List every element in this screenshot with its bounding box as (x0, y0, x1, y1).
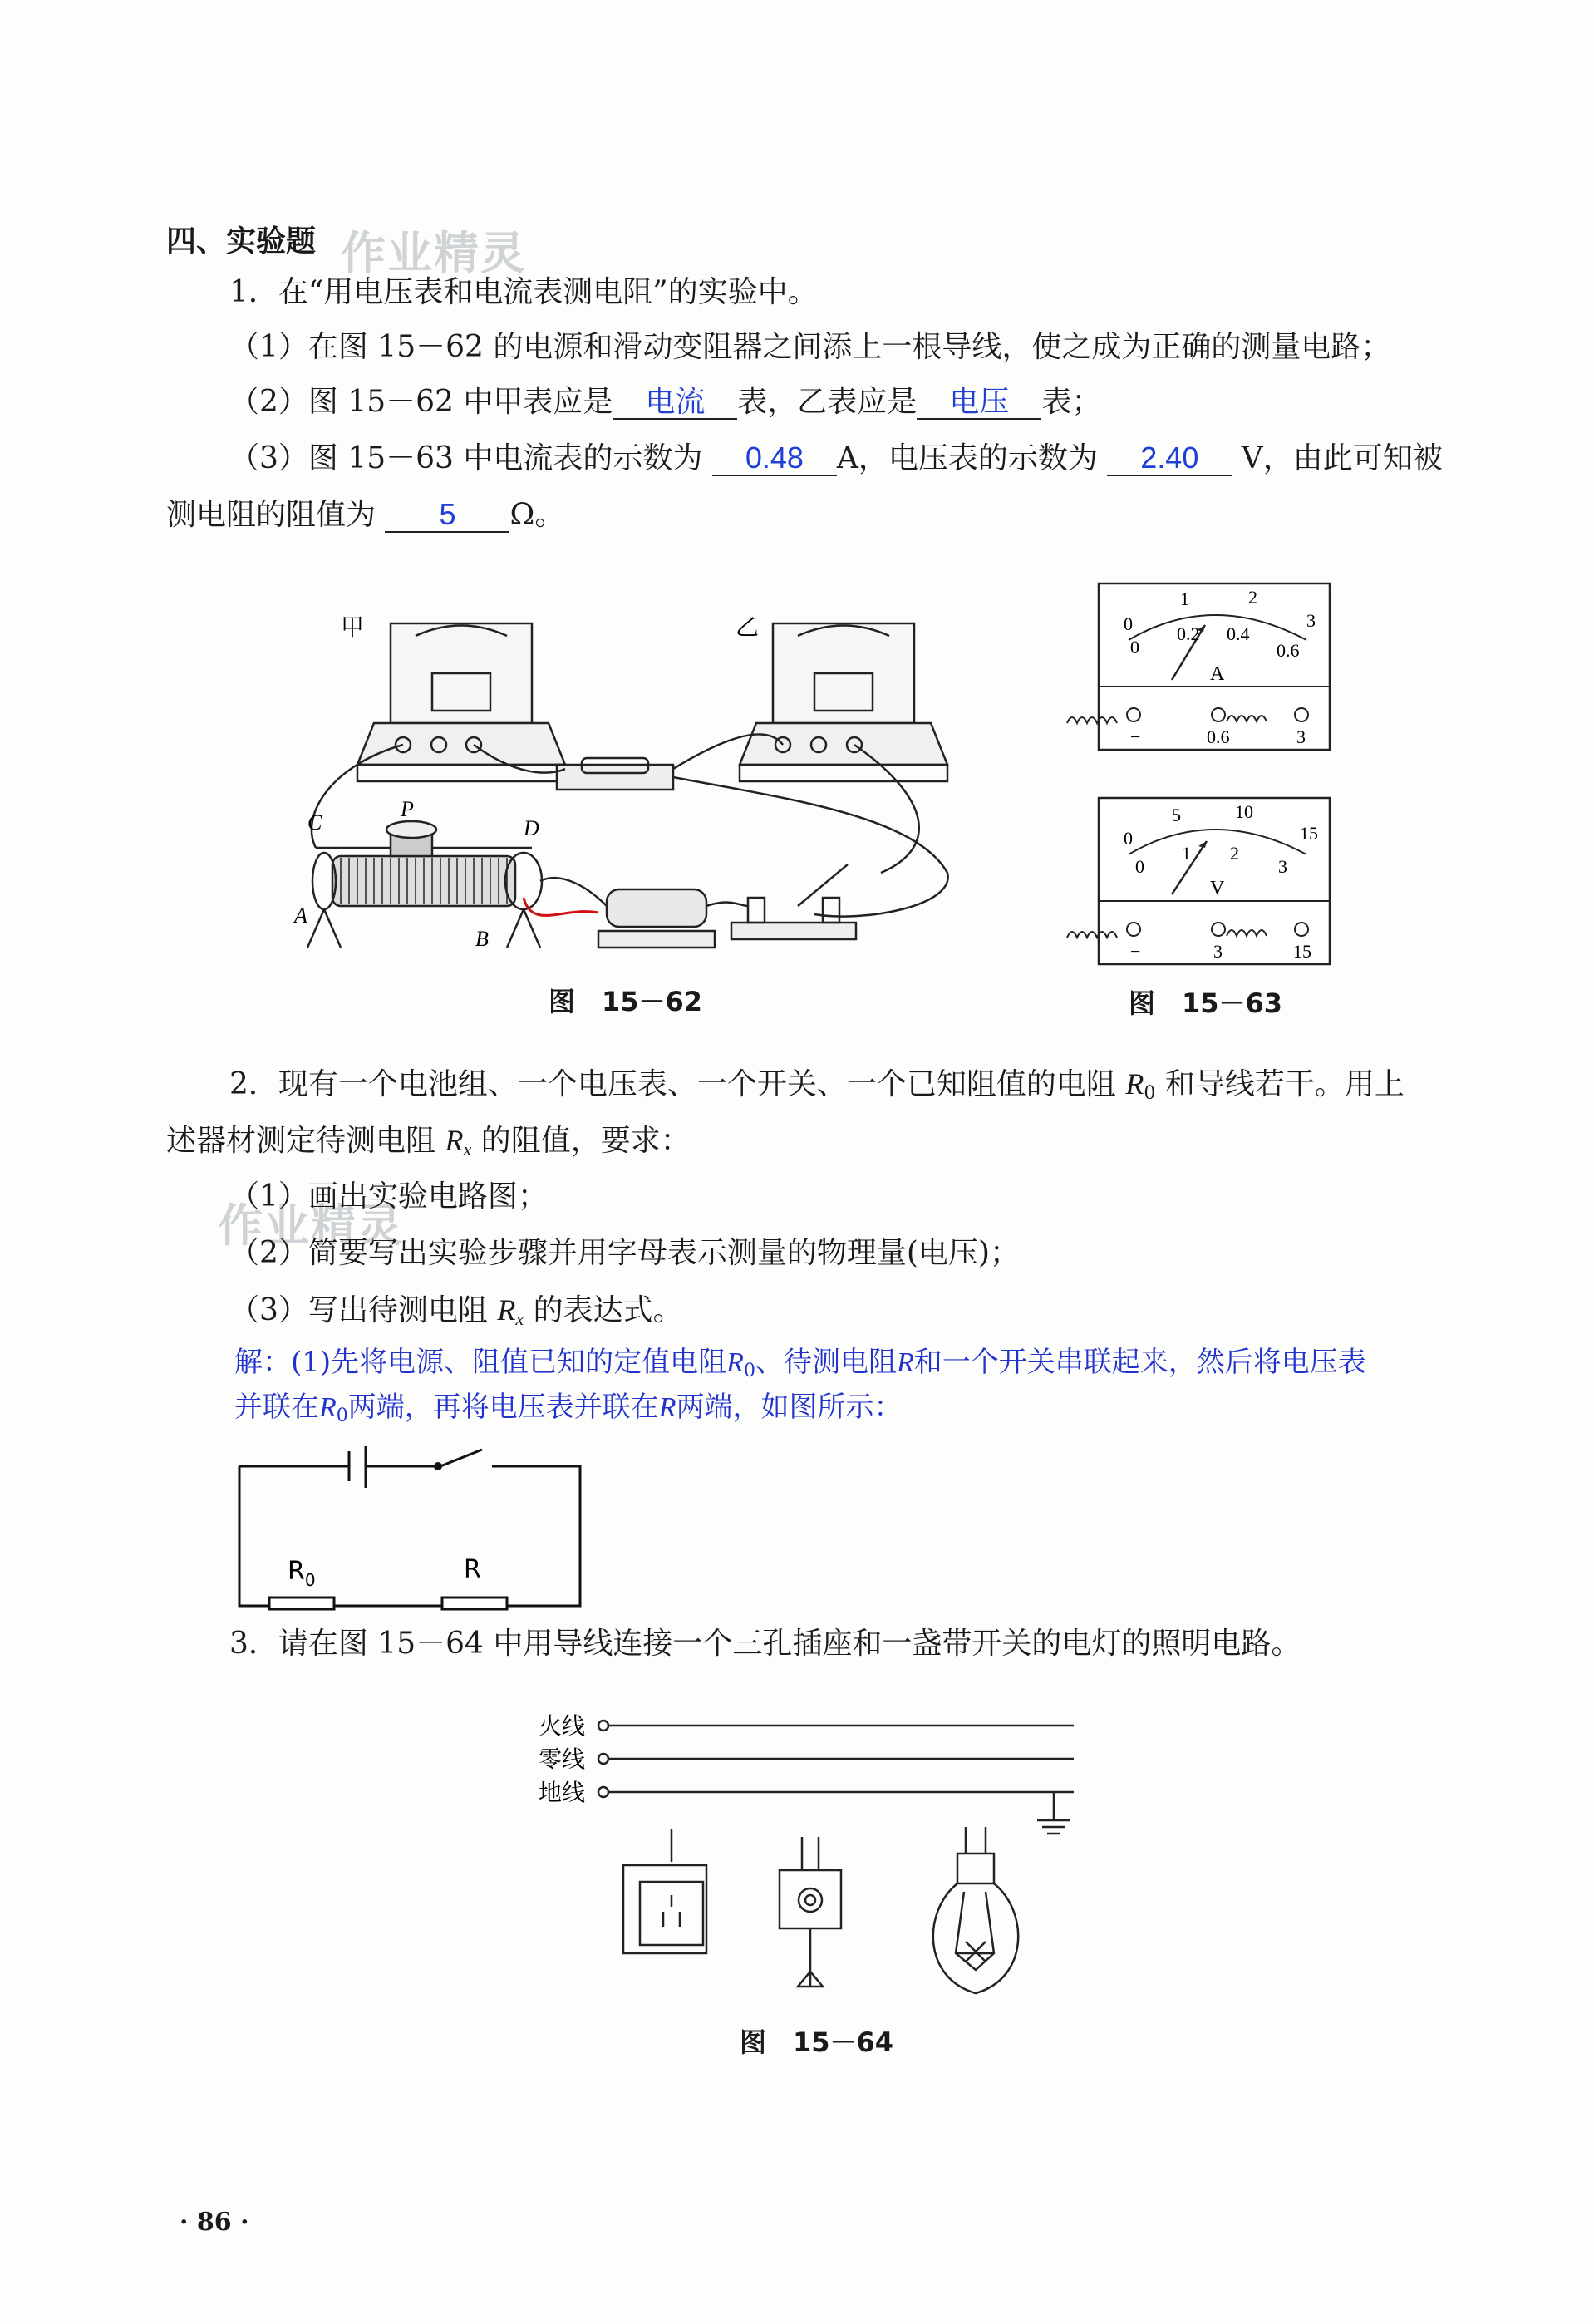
answer-blank[interactable]: 0.48 (712, 441, 837, 476)
v-unit: V (1210, 878, 1225, 899)
point-a: A (294, 904, 307, 928)
caption-15-62: 图 15－62 (549, 986, 703, 1017)
voltmeter-dial (1064, 796, 1343, 971)
q1-part2: （2）图 15－62 中甲表应是 电流 表，乙表应是 电压 表； (229, 384, 1102, 419)
a-top-3: 3 (1306, 610, 1316, 631)
figure-15-62 (283, 598, 997, 964)
v-bot-0: 0 (1135, 856, 1144, 877)
section-title: 四、实验题 (166, 224, 317, 258)
v-bot-3: 3 (1278, 856, 1287, 877)
wire-zero-label: 零线 (539, 1747, 586, 1773)
a-term-3: 3 (1296, 726, 1306, 747)
v-bot-2: 2 (1230, 843, 1239, 864)
point-p: P (401, 797, 414, 821)
answer-circuit-diagram (233, 1446, 590, 1613)
a-term-neg: − (1130, 726, 1141, 747)
caption-15-64: 图 15－64 (740, 2026, 894, 2058)
v-bot-1: 1 (1182, 843, 1191, 864)
a-top-0: 0 (1124, 613, 1133, 634)
q2-part3: （3）写出待测电阻 $R_x$ 的表达式。 (229, 1293, 683, 1329)
answer-blank[interactable]: 电压 (917, 385, 1041, 420)
q2-answer-line2: 并联在$R_0$两端，再将电压表并联在R两端，如图所示： (234, 1391, 903, 1426)
answer-blank[interactable]: 电流 (613, 385, 737, 420)
wire-fire-label: 火线 (539, 1714, 586, 1740)
v-term-3: 3 (1213, 941, 1223, 962)
page-number: · 86 · (180, 2208, 249, 2237)
a-term-06: 0.6 (1207, 726, 1230, 747)
q1-part1: （1）在图 15－62 的电源和滑动变阻器之间添上一根导线，使之成为正确的测量电路； (229, 330, 1391, 364)
added-wire (524, 898, 598, 915)
a-bot-2: 0.4 (1227, 623, 1250, 644)
q2-answer-line1: 解：(1)先将电源、阻值已知的定值电阻$R_0$、待测电阻R和一个开关串联起来，然后将电压表 (234, 1346, 1366, 1381)
q1-stem: 1．在“用电压表和电流表测电阻”的实验中。 (229, 275, 818, 309)
watermark: 作业精灵 (341, 227, 527, 279)
a-unit: A (1210, 663, 1225, 685)
point-c: C (307, 810, 322, 835)
a-bot-0: 0 (1130, 637, 1139, 657)
q2-stem: 2．现有一个电池组、一个电压表、一个开关、一个已知阻值的电阻 $R_0$ 和导线若干。用上 (229, 1067, 1405, 1104)
v-top-1: 5 (1172, 805, 1181, 825)
a-bot-3: 0.6 (1277, 640, 1300, 661)
watermark: 作业精灵 (218, 1199, 404, 1252)
label-yi: 乙 (736, 615, 760, 641)
v-term-15: 15 (1293, 941, 1311, 962)
figure-15-64 (532, 1704, 1097, 2003)
ammeter-dial (1064, 582, 1343, 756)
q2-part2: （2）简要写出实验步骤并用字母表示测量的物理量(电压)； (229, 1236, 1020, 1270)
circuit-r0-label: $R_0$ (288, 1557, 316, 1590)
q2-part1: （1）画出实验电路图； (229, 1179, 548, 1214)
a-bot-1: 0.2 (1177, 623, 1200, 644)
answer-blank[interactable]: 2.40 (1107, 441, 1232, 476)
circuit-r-label: R (464, 1555, 481, 1584)
q3-stem: 3．请在图 15－64 中用导线连接一个三孔插座和一盏带开关的电灯的照明电路。 (229, 1627, 1301, 1661)
q1-part3: （3）图 15－63 中电流表的示数为 0.48 A，电压表的示数为 2.40 V，由此可知被 (229, 441, 1443, 475)
a-top-2: 2 (1248, 587, 1257, 608)
label-jia: 甲 (341, 615, 365, 641)
point-d: D (524, 816, 539, 840)
answer-blank[interactable]: 5 (385, 498, 509, 533)
v-top-3: 15 (1300, 823, 1318, 844)
q1-part3-cont: 测电阻的阻值为 5 Ω。 (166, 497, 565, 532)
caption-15-63: 图 15－63 (1129, 987, 1283, 1019)
v-top-2: 10 (1235, 801, 1253, 822)
v-term-neg: − (1130, 941, 1141, 962)
point-b: B (475, 927, 489, 951)
v-top-0: 0 (1124, 828, 1133, 849)
q2-stem-cont: 述器材测定待测电阻 $R_x$ 的阻值，要求： (166, 1124, 691, 1160)
wire-ground-label: 地线 (539, 1780, 586, 1806)
a-top-1: 1 (1180, 588, 1189, 609)
